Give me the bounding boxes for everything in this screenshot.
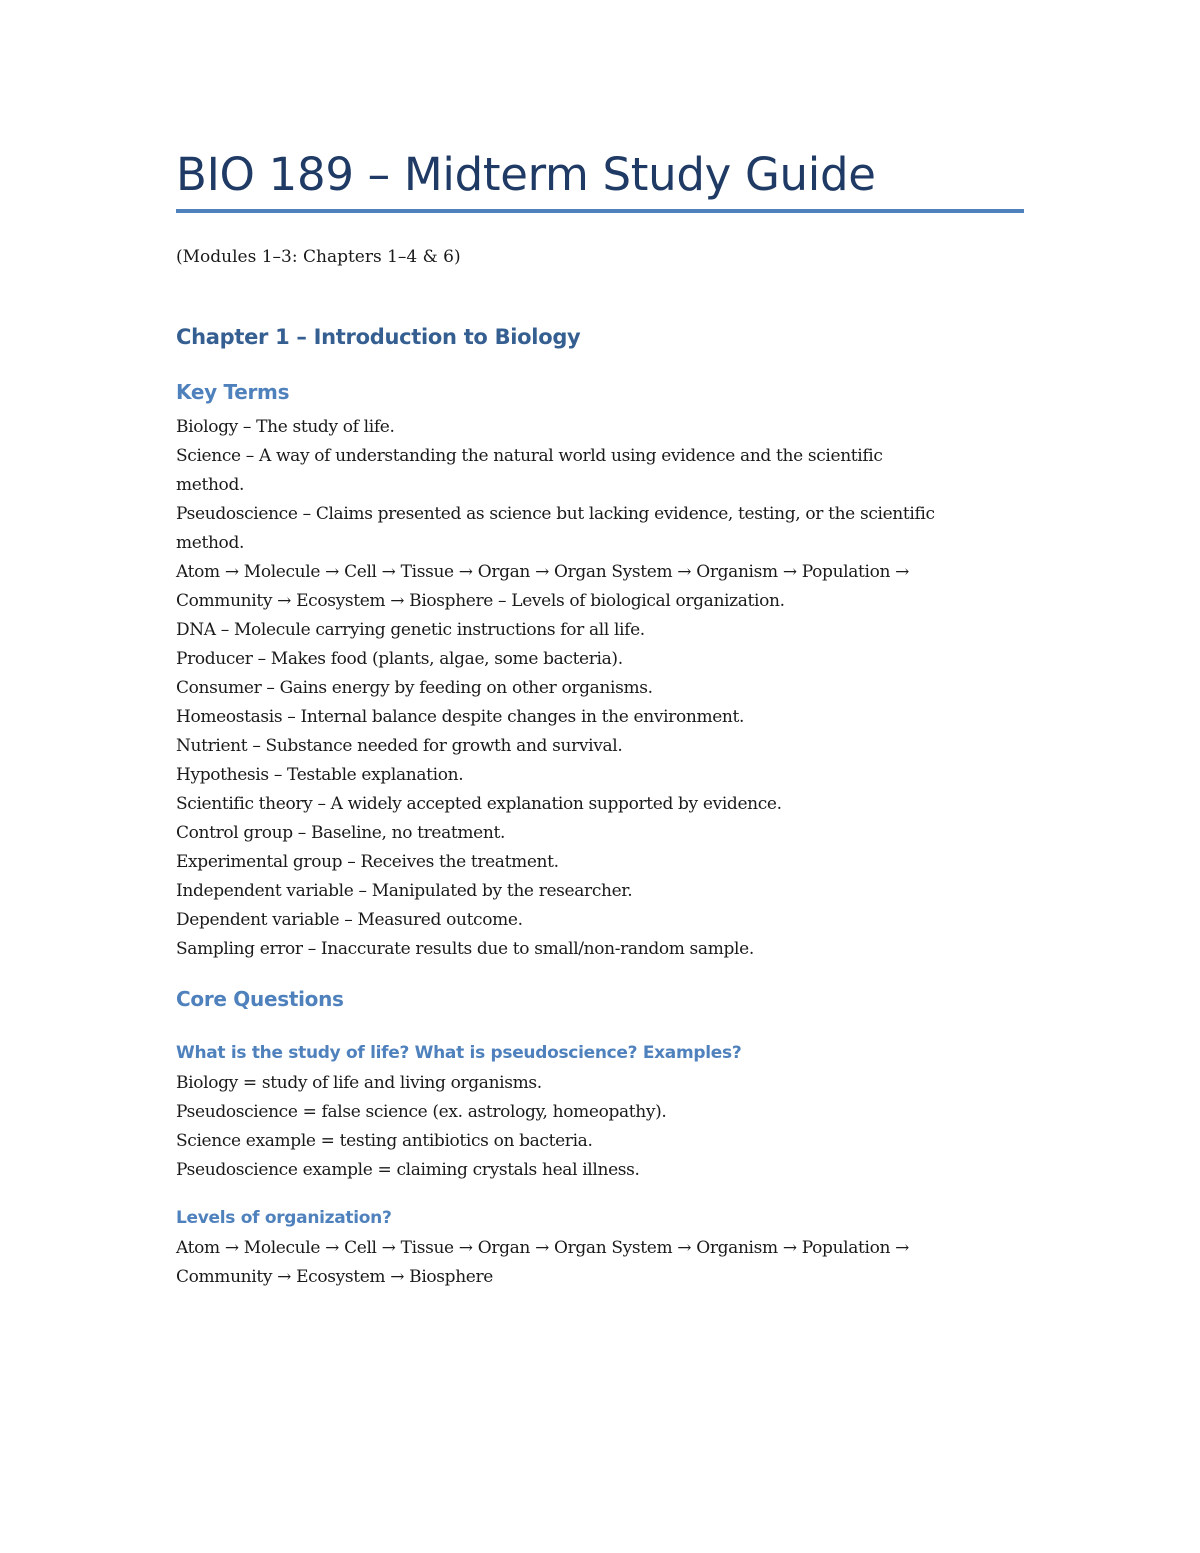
key-term-line: Homeostasis – Internal balance despite changes in the environment. bbox=[176, 707, 745, 727]
key-term-line: Scientific theory – A widely accepted explanation supported by evidence. bbox=[176, 794, 782, 814]
question-answers bbox=[176, 1069, 1026, 1185]
document-subtitle: (Modules 1–3: Chapters 1–4 & 6) bbox=[176, 247, 461, 267]
question-heading: What is the study of life? What is pseudoscience? Examples? bbox=[176, 1043, 742, 1063]
key-term-line: Nutrient – Substance needed for growth and survival. bbox=[176, 736, 623, 756]
key-term-line: Pseudoscience – Claims presented as science but lacking evidence, testing, or the scientific bbox=[176, 504, 935, 524]
key-term-line: Consumer – Gains energy by feeding on other organisms. bbox=[176, 678, 653, 698]
answer-line: Pseudoscience example = claiming crystals heal illness. bbox=[176, 1160, 640, 1180]
key-term-line: method. bbox=[176, 475, 245, 495]
key-term-line: Producer – Makes food (plants, algae, some bacteria). bbox=[176, 649, 623, 669]
answer-line: Community → Ecosystem → Biosphere bbox=[176, 1267, 494, 1287]
question-heading: Levels of organization? bbox=[176, 1208, 392, 1228]
key-term-line: Hypothesis – Testable explanation. bbox=[176, 765, 464, 785]
key-term-line: Sampling error – Inaccurate results due to small/non-random sample. bbox=[176, 939, 754, 959]
title-underline bbox=[176, 209, 1024, 213]
key-term-line: Independent variable – Manipulated by the researcher. bbox=[176, 881, 633, 901]
chapter-1-heading: Chapter 1 – Introduction to Biology bbox=[176, 325, 581, 349]
key-terms-list bbox=[176, 413, 1026, 964]
key-term-line: Dependent variable – Measured outcome. bbox=[176, 910, 523, 930]
key-term-line: method. bbox=[176, 533, 245, 553]
question-answers bbox=[176, 1234, 1026, 1292]
key-term-line: Control group – Baseline, no treatment. bbox=[176, 823, 505, 843]
document-title: BIO 189 – Midterm Study Guide bbox=[176, 148, 876, 201]
answer-line: Pseudoscience = false science (ex. astrology, homeopathy). bbox=[176, 1102, 667, 1122]
key-term-line: DNA – Molecule carrying genetic instructions for all life. bbox=[176, 620, 645, 640]
key-term-line: Community → Ecosystem → Biosphere – Levels of biological organization. bbox=[176, 591, 785, 611]
key-term-line: Atom → Molecule → Cell → Tissue → Organ → Organ System → Organism → Population → bbox=[176, 562, 910, 582]
answer-line: Science example = testing antibiotics on bacteria. bbox=[176, 1131, 593, 1151]
key-terms-heading: Key Terms bbox=[176, 380, 290, 404]
core-questions-heading: Core Questions bbox=[176, 987, 344, 1011]
answer-line: Biology = study of life and living organisms. bbox=[176, 1073, 542, 1093]
answer-line: Atom → Molecule → Cell → Tissue → Organ → Organ System → Organism → Population → bbox=[176, 1238, 910, 1258]
key-term-line: Science – A way of understanding the natural world using evidence and the scientific bbox=[176, 446, 883, 466]
key-term-line: Experimental group – Receives the treatment. bbox=[176, 852, 559, 872]
key-term-line: Biology – The study of life. bbox=[176, 417, 395, 437]
